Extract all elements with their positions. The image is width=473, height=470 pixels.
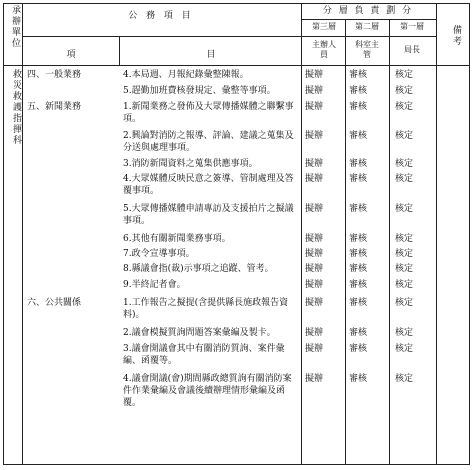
row-level3-action: 擬辦 (305, 298, 324, 308)
row-detail: 1.工作報告之擬提(含提供縣長施政報告資料)。 (123, 298, 289, 320)
row-level3-action: 擬辦 (305, 249, 324, 259)
row-detail: 2.議會模擬質詢問題答案彙編及製卡。 (123, 328, 276, 338)
row-level3-action: 擬辦 (305, 102, 324, 112)
level3-role: 主辦人員 (312, 40, 336, 59)
row-item-label: 五、新聞業務 (27, 102, 82, 112)
divider-item (119, 36, 120, 65)
level2-header: 第二層 (355, 22, 379, 31)
level3-header: 第三層 (312, 22, 336, 31)
row-detail: 6.其他有關新聞業務事項。 (123, 234, 231, 244)
header-hline-3 (301, 36, 437, 37)
row-level2-action: 審核 (349, 102, 368, 112)
row-level2-action: 審核 (349, 374, 368, 384)
row-level1-action: 核定 (395, 264, 414, 274)
row-level1-action: 核定 (395, 234, 414, 244)
unit-name: 救災救護指揮科 (11, 69, 21, 146)
row-level2-action: 審核 (349, 131, 368, 141)
row-level1-action: 核定 (395, 174, 414, 184)
row-level3-action: 擬辦 (305, 86, 324, 96)
row-level3-action: 擬辦 (305, 328, 324, 338)
remarks-header: 備考 (451, 25, 461, 47)
row-detail: 1.新聞業務之發佈及大眾傳播媒體之聯繫事項。 (123, 102, 294, 124)
row-level2-action: 審核 (349, 159, 368, 169)
divider-undertaker (22, 3, 23, 465)
header-hline-4 (3, 65, 470, 66)
item-subheader: 項 (66, 50, 76, 60)
undertaker-header: 承辦單位 (10, 5, 20, 49)
row-item-label: 四、一般業務 (27, 70, 82, 80)
table-border-left (3, 3, 4, 465)
row-level3-action: 擬辦 (305, 280, 324, 290)
row-level2-action: 審核 (349, 344, 368, 354)
row-detail: 3.議會開議會其中有關消防質詢、案件彙編、函覆等。 (123, 344, 285, 366)
row-level1-action: 核定 (395, 86, 414, 96)
row-detail: 5.趕勤加班費核發規定、彙整等事項。 (123, 86, 276, 96)
row-level3-action: 擬辦 (305, 159, 324, 169)
row-detail: 2.興論對消防之報導、評論、建議之蒐集及分送與處理事項。 (123, 131, 294, 153)
divider-level2 (345, 19, 346, 465)
header-hline-2 (22, 36, 302, 37)
table-border-right (469, 3, 470, 465)
header-hline-1 (301, 19, 437, 20)
row-level1-action: 核定 (395, 102, 414, 112)
level1-role: 局長 (404, 45, 420, 54)
row-level2-action: 審核 (349, 234, 368, 244)
row-level1-action: 核定 (395, 204, 414, 214)
row-detail: 4.本局週、月報紀錄彙整陳報。 (123, 70, 249, 80)
row-detail: 9.半終記者會。 (123, 280, 186, 290)
row-level1-action: 核定 (395, 131, 414, 141)
divider-level1 (389, 19, 390, 465)
level1-header: 第一層 (400, 22, 424, 31)
row-level2-action: 審核 (349, 328, 368, 338)
level2-role: 科室主管 (355, 40, 379, 59)
row-level3-action: 擬辦 (305, 204, 324, 214)
row-level2-action: 審核 (349, 204, 368, 214)
row-level1-action: 核定 (395, 328, 414, 338)
row-item-label: 六、公共關係 (27, 298, 82, 308)
divider-remarks (436, 3, 437, 465)
row-detail: 4.議會開議(會)期間縣政總質詢有關消防案件作業彙編及會議後續辦理情形彙編及函覆。 (123, 374, 292, 408)
row-level1-action: 核定 (395, 249, 414, 259)
table-border-top (3, 3, 470, 4)
row-level2-action: 審核 (349, 86, 368, 96)
responsibility-table (3, 3, 470, 465)
business-item-title: 公 務 項 目 (128, 11, 194, 21)
row-level1-action: 核定 (395, 70, 414, 80)
row-level2-action: 審核 (349, 298, 368, 308)
row-detail: 4.大眾媒體反映民意之簽導、管制處理及答覆事項。 (123, 174, 294, 196)
row-level3-action: 擬辦 (305, 264, 324, 274)
row-detail: 8.縣議會指(裁)示事項之追蹤、管考。 (123, 264, 274, 274)
row-level2-action: 審核 (349, 174, 368, 184)
row-level3-action: 擬辦 (305, 174, 324, 184)
detail-subheader: 目 (206, 50, 216, 60)
row-level1-action: 核定 (395, 374, 414, 384)
row-detail: 3.消防新聞資料之蒐集供應事項。 (123, 159, 258, 169)
row-level3-action: 擬辦 (305, 131, 324, 141)
row-level1-action: 核定 (395, 280, 414, 290)
row-level3-action: 擬辦 (305, 374, 324, 384)
row-level3-action: 擬辦 (305, 234, 324, 244)
row-level1-action: 核定 (395, 159, 414, 169)
row-level1-action: 核定 (395, 344, 414, 354)
row-level2-action: 審核 (349, 264, 368, 274)
responsibility-title: 分 層 負 責 劃 分 (322, 6, 414, 16)
row-level3-action: 擬辦 (305, 70, 324, 80)
row-detail: 7.政令宣導事項。 (123, 249, 195, 259)
row-level2-action: 審核 (349, 249, 368, 259)
row-level1-action: 核定 (395, 298, 414, 308)
row-level2-action: 審核 (349, 280, 368, 290)
divider-detail (301, 3, 302, 465)
table-border-bottom (3, 464, 470, 465)
row-level3-action: 擬辦 (305, 344, 324, 354)
row-level2-action: 審核 (349, 70, 368, 80)
row-detail: 5.大眾傳播媒體申請專訪及支援拍片之擬議事項。 (123, 204, 294, 226)
